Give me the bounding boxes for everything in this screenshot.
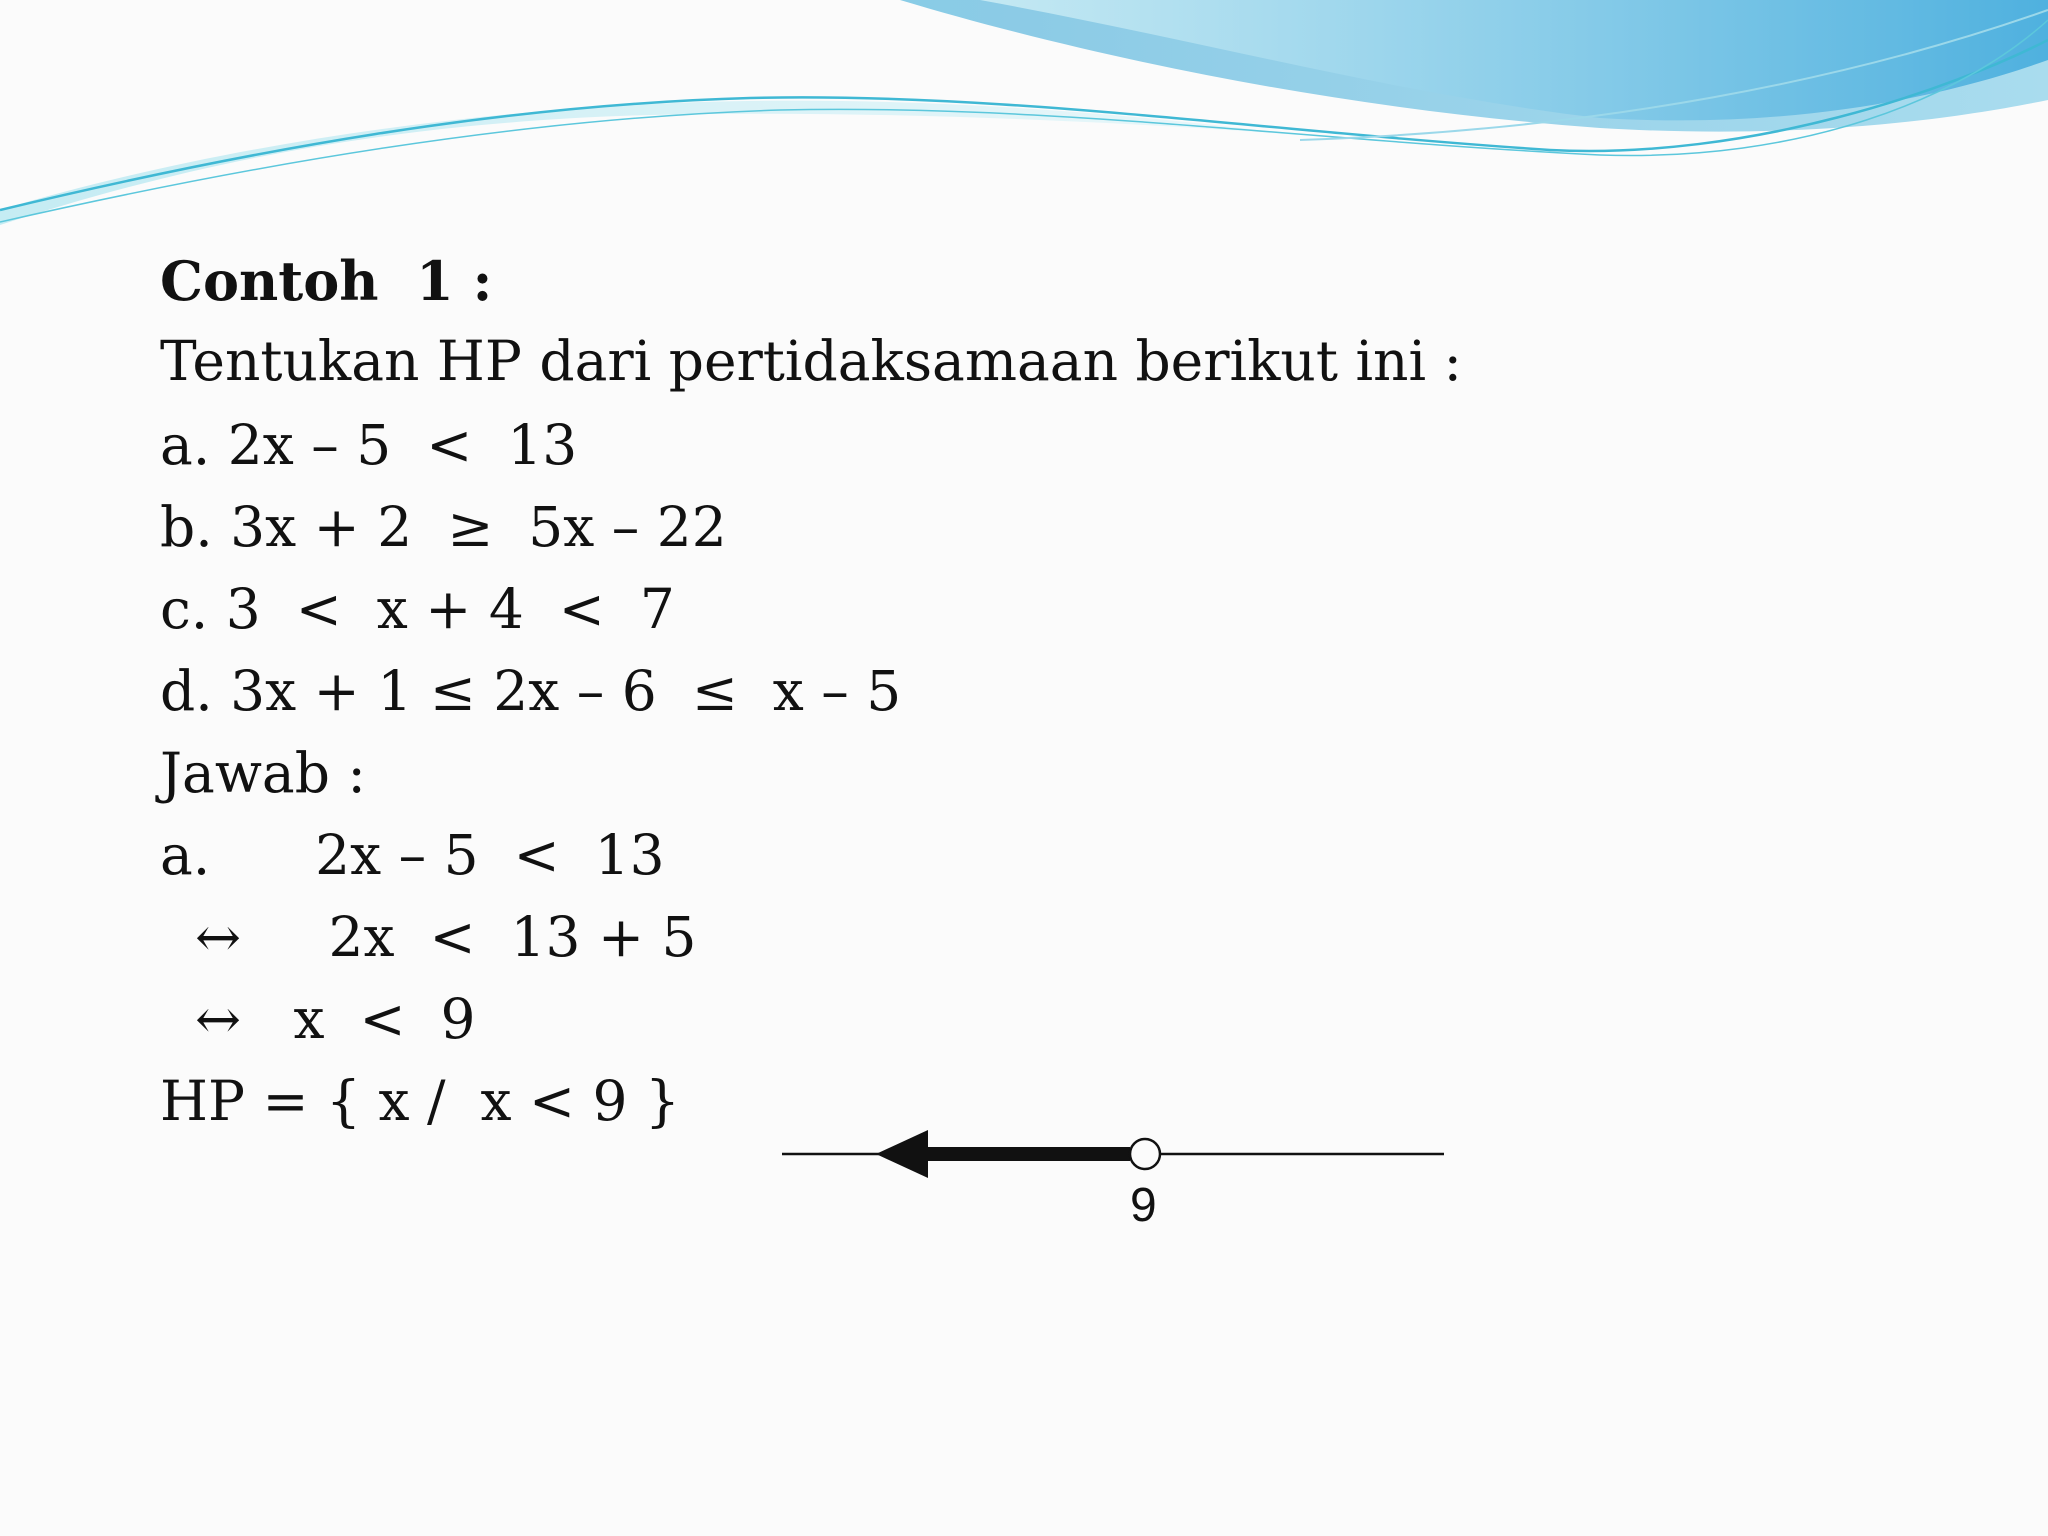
- open-point-9: [1130, 1139, 1160, 1169]
- problem-item: c. 3 < x + 4 < 7: [160, 577, 675, 641]
- problem-item: a. 2x – 5 < 13: [160, 413, 578, 477]
- solution-step: a. 2x – 5 < 13: [160, 823, 665, 887]
- slide-title: Contoh 1 :: [160, 249, 493, 313]
- solution-step: ↔ x < 9: [160, 987, 476, 1051]
- header-wave-decoration: [0, 0, 2048, 240]
- instruction-text: Tentukan HP dari pertidaksamaan berikut ini :: [160, 329, 1463, 393]
- problem-item: d. 3x + 1 ≤ 2x – 6 ≤ x – 5: [160, 659, 902, 723]
- point-label: 9: [1130, 1179, 1157, 1232]
- ray-arrowhead: [876, 1130, 928, 1178]
- solution-step: ↔ 2x < 13 + 5: [160, 905, 697, 969]
- problem-item: b. 3x + 2 ≥ 5x – 22: [160, 495, 727, 559]
- result-set: HP = { x / x < 9 }: [160, 1069, 681, 1133]
- answer-heading: Jawab :: [160, 741, 366, 805]
